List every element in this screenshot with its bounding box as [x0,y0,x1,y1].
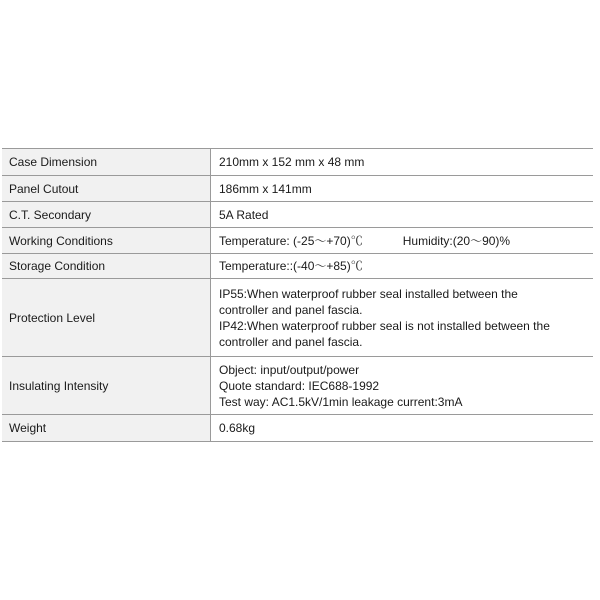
spec-line: Object: input/output/power [219,362,360,377]
spec-label: Protection Level [2,279,211,357]
spec-line: IP42:When waterproof rubber seal is not installed between the [219,318,550,333]
spec-label: Working Conditions [2,228,211,254]
spec-value-working-conditions [211,228,594,254]
spec-value: Temperature::(-40～+85)℃ [211,254,594,279]
humidity-range: Humidity:(20～90)% [402,233,511,248]
spec-value-multiline [211,279,594,357]
spec-row-storage-condition [2,254,593,279]
specifications-table [2,148,593,442]
spec-value: 186mm x 141mm [211,176,594,202]
temperature-range: Temperature: (-25～+70)℃ [219,233,363,248]
spec-line: Quote standard: IEC688-1992 [219,378,380,393]
spec-label: Panel Cutout [2,176,211,202]
spec-row-protection-level [2,279,593,357]
spec-label: Storage Condition [2,254,211,279]
spec-label: Insulating Intensity [2,357,211,415]
spec-value: 210mm x 152 mm x 48 mm [211,149,594,176]
spec-line: Test way: AC1.5kV/1min leakage current:3mA [219,394,463,409]
spec-line: IP55:When waterproof rubber seal installed between the [219,286,518,301]
spec-label: Weight [2,415,211,442]
spec-row-ct-secondary [2,202,593,228]
spec-row-weight [2,415,593,442]
spec-value-multiline [211,357,594,415]
spec-row-insulating-intensity [2,357,593,415]
spec-label: Case Dimension [2,149,211,176]
spec-row-panel-cutout [2,176,593,202]
spec-label: C.T. Secondary [2,202,211,228]
spec-line: controller and panel fascia. [219,334,363,349]
spec-row-working-conditions [2,228,593,254]
spec-line: controller and panel fascia. [219,302,363,317]
spec-value: 5A Rated [211,202,594,228]
spec-value: 0.68kg [211,415,594,442]
spec-row-case-dimension [2,149,593,176]
